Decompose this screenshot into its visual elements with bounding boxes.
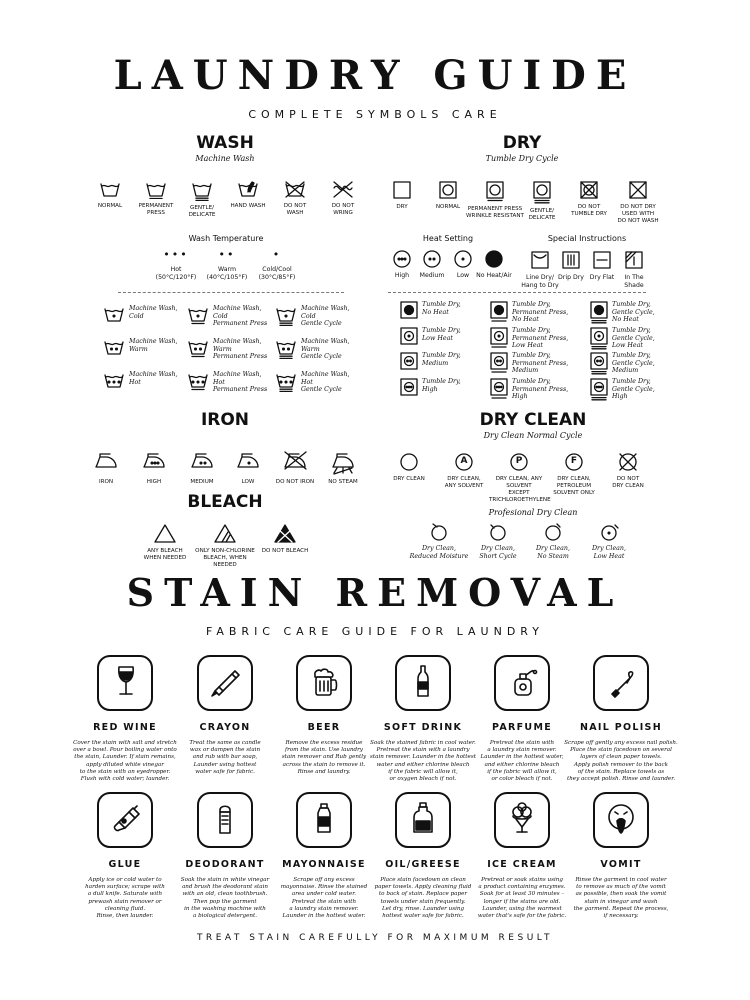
heat-label: No Heat/Air — [476, 272, 512, 279]
crayon-icon — [207, 663, 243, 703]
wash-temp-label: Cold/Cool (30°C/85°F) — [258, 266, 296, 281]
wash-tub-icon — [103, 305, 125, 330]
dry-symbol-label: DO NOT TUMBLE DRY — [571, 204, 607, 217]
dry-detail-item — [400, 378, 461, 405]
dry-detail-label: Tumble Dry, Gentle Cycle, No Heat — [612, 301, 655, 323]
wash-tub-icon — [103, 338, 125, 363]
wash-temp — [247, 248, 307, 281]
professional-dry-clean-icon — [579, 522, 639, 541]
wash-detail-label: Machine Wash, Warm Gentle Cycle — [301, 338, 350, 360]
dry-subtitle: Tumble Dry Cycle — [485, 154, 559, 163]
do-not-dry-clean-icon — [618, 452, 638, 472]
dryclean-subtitle: Dry Clean Normal Cycle — [483, 431, 583, 440]
dryclean-title: DRY CLEAN — [479, 410, 587, 430]
tumble-dry-icon — [400, 378, 418, 405]
dry-detail-label: Tumble Dry, Permanent Press, No Heat — [512, 301, 569, 323]
stain-name: SOFT DRINK — [383, 722, 463, 733]
profclean-symbol — [579, 522, 639, 560]
profclean-symbol — [523, 522, 583, 560]
special-label: Dry Flat — [589, 274, 615, 281]
dryclean-label: DRY CLEAN — [393, 476, 425, 482]
stain-title: STAIN REMOVAL — [126, 570, 624, 615]
profclean-label: Dry Clean, Short Cycle — [479, 545, 517, 560]
nail-polish-icon — [603, 663, 639, 703]
wash-divider — [118, 292, 344, 293]
do-not-wring-icon — [313, 180, 373, 199]
page-subtitle: COMPLETE SYMBOLS CARE — [248, 108, 502, 121]
dry-detail-label: Tumble Dry, Permanent Press, Low Heat — [512, 327, 569, 349]
wash-tub-icon — [187, 371, 209, 396]
dry-detail-label: Tumble Dry, Gentle Cycle, High — [612, 378, 655, 400]
wash-detail-label: Machine Wash, Warm — [129, 338, 178, 353]
iron-label: NO STEAM — [328, 479, 358, 485]
wash-tub-icon — [103, 371, 125, 396]
stain-description: Cover the stain with salt and stretch over a bowl. Pour boiling water onto the stain, Launder. If stain remains, apply diluted white vinegar to the stain with an eyedropper. Flush with cold water; launder. — [73, 740, 177, 783]
temperature-dots-icon: •• — [218, 248, 236, 261]
stain-description: Rinse the garment in cool water to remove as much of the vomit as possible, then soak the vomit stain in vinegar and wash the garment. Repeat the process, if necessary. — [573, 877, 669, 920]
wash-tub-icon — [275, 305, 297, 330]
wash-symbol-label: PERMANENT PRESS — [138, 203, 174, 216]
wine-glass-icon — [107, 663, 143, 703]
tumble-dry-icon — [400, 301, 418, 328]
dry-detail-item — [490, 352, 568, 379]
dry-detail-item — [490, 327, 568, 354]
heat-label: Low — [456, 272, 470, 279]
stain-name: ICE CREAM — [487, 859, 557, 870]
profclean-title: Profesional Dry Clean — [488, 508, 578, 517]
wash-detail-item — [187, 305, 267, 330]
stain-icon-frame — [197, 655, 253, 711]
wash-temp-label: Hot (50°C/120°F) — [155, 266, 197, 281]
bleach-label: ANY BLEACH WHEN NEEDED — [143, 548, 187, 561]
wash-detail-label: Machine Wash, Hot Gentle Cycle — [301, 371, 350, 393]
bleach-symbol — [195, 523, 255, 569]
wash-detail-item — [275, 338, 350, 363]
iron-label: MEDIUM — [190, 479, 214, 485]
stain-description: Pretreat or soak stains using a product containing enzymes. Soak for at least 30 minutes – longer if the stains are old. Launder, using the warmest water that's safe for the fabric. — [477, 877, 567, 920]
dry-title: DRY — [502, 133, 542, 153]
beer-mug-icon — [306, 663, 342, 703]
tumble-dry-icon — [490, 301, 508, 328]
wash-detail-item — [275, 305, 350, 330]
stain-description: Place stain facedown on clean paper towels. Apply cleaning fluid to back of stain. Replace paper towels under stain frequently. Let dry, rinse. Launder using hottest water safe for fabric. — [374, 877, 472, 920]
bleach-label: ONLY NON-CHLORINE BLEACH, WHEN NEEDED — [195, 548, 255, 568]
stain-description: Pretreat the stain with a laundry stain remover. Launder in the hottest water, and either chlorine bleach if the fabric will allow it, or color bleach if not. — [480, 740, 564, 783]
page-title: LAUNDRY GUIDE — [113, 52, 637, 99]
dryclean-symbol — [434, 452, 494, 490]
dry-detail-label: Tumble Dry, Gentle Cycle, Low Heat — [612, 327, 655, 349]
stain-name: BEER — [307, 722, 341, 733]
dryclean-label: DRY CLEAN, ANY SOLVENT EXCEPT TRICHLOROETHYLENE — [489, 476, 551, 503]
wash-symbol-label: DO NOT WASH — [283, 203, 307, 216]
tumble-dry-icon — [590, 352, 608, 379]
dryclean-label: DO NOT DRY CLEAN — [612, 476, 644, 489]
wash-detail-item — [103, 305, 178, 330]
stain-description: Remove the excess residue from the stain. Use laundry stain remover and Rub gently across the stain to remove it. Rinse and laundry. — [281, 740, 367, 775]
no-steam-icon — [313, 450, 373, 475]
wash-detail-item — [187, 338, 267, 363]
stain-icon-frame — [593, 792, 649, 848]
iron-label: LOW — [241, 479, 255, 485]
temperature-dots-icon: • — [272, 248, 282, 261]
ice-cream-icon — [504, 800, 540, 840]
stain-name: DEODORANT — [185, 859, 265, 870]
dry-detail-label: Tumble Dry, Permanent Press, Medium — [512, 352, 569, 374]
stain-name: CRAYON — [199, 722, 251, 733]
soda-bottle-icon — [405, 663, 441, 703]
tumble-dry-icon — [590, 301, 608, 328]
wash-symbol-label: DO NOT WRING — [331, 203, 355, 216]
wash-detail-label: Machine Wash, Hot — [129, 371, 178, 386]
tumble-dry-icon — [490, 327, 508, 354]
wash-symbol — [313, 180, 373, 217]
bleach-label: DO NOT BLEACH — [261, 548, 309, 554]
wash-title: WASH — [196, 133, 254, 153]
dryclean-label: DRY CLEAN, PETROLEUM SOLVENT ONLY — [553, 476, 595, 496]
stain-name: NAIL POLISH — [580, 722, 662, 733]
dryclean-letter: F — [570, 456, 578, 466]
mayonnaise-jar-icon — [306, 800, 342, 840]
special-symbol — [604, 250, 664, 289]
iron-symbol — [313, 450, 373, 486]
dry-detail-item — [490, 301, 568, 328]
wash-detail-item — [187, 371, 267, 396]
dry-clean-circle-icon — [399, 452, 419, 472]
vomit-face-icon — [603, 800, 639, 840]
dryclean-symbol — [379, 452, 439, 483]
dry-detail-item — [590, 352, 655, 379]
stain-description: Treat the same as candle wax or dampen the stain and rub with bar soap, Launder using hottest water safe for fabric. — [189, 740, 261, 775]
stain-icon-frame — [97, 655, 153, 711]
perfume-bottle-icon — [504, 663, 540, 703]
dry-symbol-label: DRY — [396, 204, 408, 210]
wash-symbol-label: NORMAL — [97, 203, 123, 209]
iron-label: HIGH — [146, 479, 162, 485]
heat-label: High — [394, 272, 410, 279]
stain-icon-frame — [593, 655, 649, 711]
dry-detail-label: Tumble Dry, Gentle Cycle, Medium — [612, 352, 655, 374]
iron-label: IRON — [98, 479, 114, 485]
stain-description: Soak the stain in white vinegar and brush the deodorant stain with an old, clean toothbrush. Then pop the garment in the washing machine with a biological detergent. — [180, 877, 270, 920]
stain-name: MAYONNAISE — [282, 859, 366, 870]
stain-name: OIL/GREESE — [385, 859, 461, 870]
tumble-dry-icon — [590, 378, 608, 405]
tumble-dry-icon — [400, 352, 418, 379]
bleach-symbol — [255, 523, 315, 555]
profclean-label: Dry Clean, Reduced Moisture — [409, 545, 469, 560]
stain-icon-frame — [197, 792, 253, 848]
wash-detail-label: Machine Wash, Cold Permanent Press — [213, 305, 268, 327]
dry-symbol-label: GENTLE/ DELICATE — [528, 208, 556, 221]
do-not-bleach-icon — [255, 523, 315, 544]
tumble-dry-icon — [490, 352, 508, 379]
non-chlorine-bleach-icon — [195, 523, 255, 544]
professional-dry-clean-icon — [523, 522, 583, 541]
dry-detail-item — [590, 301, 655, 328]
dry-detail-label: Tumble Dry, Medium — [422, 352, 461, 367]
dryclean-label: DRY CLEAN, ANY SOLVENT — [444, 476, 484, 489]
dry-symbol-label: NORMAL — [435, 204, 461, 210]
wash-temp-label: Warm (40°C/105°F) — [206, 266, 248, 281]
stain-name: PARFUME — [491, 722, 552, 733]
bleach-symbol — [135, 523, 195, 562]
professional-dry-clean-icon — [409, 522, 469, 541]
wash-tub-icon — [275, 371, 297, 396]
tumble-dry-icon — [490, 378, 508, 405]
do-not-dry-icon — [608, 180, 668, 200]
stain-card — [561, 655, 681, 783]
wash-tub-icon — [275, 338, 297, 363]
dry-symbol — [608, 180, 668, 225]
dry-detail-item — [490, 378, 568, 405]
special-instruction-icon — [604, 250, 664, 270]
dryclean-letter: P — [515, 456, 523, 466]
any-bleach-icon — [135, 523, 195, 544]
glue-bottle-icon — [107, 800, 143, 840]
stain-description: Scrape off any excess mayonnaise. Rinse the stained area under cold water. Pretreat the stain with a laundry stain remover. Launder in the hottest water. — [280, 877, 368, 920]
deodorant-icon — [207, 800, 243, 840]
wash-detail-label: Machine Wash, Cold Gentle Cycle — [301, 305, 350, 327]
profclean-label: Dry Clean, No Steam — [536, 545, 570, 560]
wash-symbol-label: GENTLE/ DELICATE — [188, 205, 216, 218]
dryclean-letter: A — [460, 456, 468, 466]
stain-icon-frame — [97, 792, 153, 848]
dry-detail-item — [400, 352, 461, 379]
stain-name: GLUE — [108, 859, 142, 870]
special-label: In The Shade — [624, 274, 644, 289]
footer-text: TREAT STAIN CAREFULLY FOR MAXIMUM RESULT — [196, 933, 554, 943]
dry-detail-item — [400, 327, 461, 354]
heat-title: Heat Setting — [422, 234, 474, 243]
stain-icon-frame — [296, 792, 352, 848]
dry-detail-item — [400, 301, 461, 328]
dry-symbol-label: PERMANENT PRESS WRINKLE RESISTANT — [466, 206, 524, 219]
dry-detail-label: Tumble Dry, Permanent Press, High — [512, 378, 569, 400]
stain-name: VOMIT — [600, 859, 642, 870]
stain-card — [561, 792, 681, 920]
special-label: Line Dry/ Hang to Dry — [521, 274, 559, 289]
oil-bottle-icon — [405, 800, 441, 840]
stain-icon-frame — [494, 792, 550, 848]
wash-subtitle: Machine Wash — [195, 154, 255, 163]
iron-label: DO NOT IRON — [275, 479, 315, 485]
stain-subtitle: FABRIC CARE GUIDE FOR LAUNDRY — [206, 625, 544, 638]
wash-tub-icon — [187, 338, 209, 363]
stain-name: RED WINE — [93, 722, 157, 733]
dryclean-symbol — [598, 452, 658, 490]
dry-detail-item — [590, 378, 655, 405]
profclean-label: Dry Clean, Low Heat — [592, 545, 626, 560]
tumble-dry-icon — [400, 327, 418, 354]
dry-detail-item — [590, 327, 655, 354]
bleach-title: BLEACH — [187, 492, 263, 512]
professional-dry-clean-icon — [468, 522, 528, 541]
stain-icon-frame — [395, 792, 451, 848]
wash-detail-label: Machine Wash, Cold — [129, 305, 178, 320]
dry-divider — [388, 292, 646, 293]
wash-detail-label: Machine Wash, Warm Permanent Press — [213, 338, 268, 360]
stain-icon-frame — [296, 655, 352, 711]
tumble-dry-icon — [590, 327, 608, 354]
dry-clean-circle-icon — [454, 452, 474, 472]
dry-symbol-label: DO NOT DRY USED WITH DO NOT WASH — [617, 204, 659, 224]
stain-icon-frame — [395, 655, 451, 711]
heat-label: Medium — [419, 272, 445, 279]
dry-clean-circle-icon — [509, 452, 529, 472]
profclean-symbol — [468, 522, 528, 560]
wash-symbol-label: HAND WASH — [230, 203, 266, 209]
stain-icon-frame — [494, 655, 550, 711]
wash-detail-label: Machine Wash, Hot Permanent Press — [213, 371, 268, 393]
dryclean-symbol — [544, 452, 604, 497]
wash-tub-icon — [187, 305, 209, 330]
wash-temp-title: Wash Temperature — [188, 234, 264, 243]
temperature-dots-icon: ••• — [163, 248, 189, 261]
wash-detail-item — [103, 338, 178, 363]
wash-detail-item — [275, 371, 350, 396]
iron-title: IRON — [200, 410, 250, 430]
dry-detail-label: Tumble Dry, High — [422, 378, 461, 393]
dry-detail-label: Tumble Dry, No Heat — [422, 301, 461, 316]
special-label: Drip Dry — [558, 274, 584, 281]
stain-description: Scrape off gently any excess nail polish. Place the stain facedown on several layers of clean paper towels. Apply polish remover to the back of the stain. Replace towels as they accept polish. Rinse and launder. — [564, 740, 678, 783]
profclean-symbol — [409, 522, 469, 560]
dry-clean-circle-icon — [564, 452, 584, 472]
dry-detail-label: Tumble Dry, Low Heat — [422, 327, 461, 342]
stain-description: Soak the stained fabric in cool water. Pretreat the stain with a laundry stain remover. Launder in the hottest water and either chlorine bleach if the fabric will allow it, or oxygen bleach if not. — [370, 740, 476, 783]
dryclean-symbol — [489, 452, 549, 504]
stain-description: Apply ice or cold water to harden surface; scrape with a dull knife. Saturate with prewash stain remover or cleaning fluid. Rinse, then launder. — [85, 877, 165, 920]
special-title: Special Instructions — [547, 234, 627, 243]
wash-detail-item — [103, 371, 178, 396]
